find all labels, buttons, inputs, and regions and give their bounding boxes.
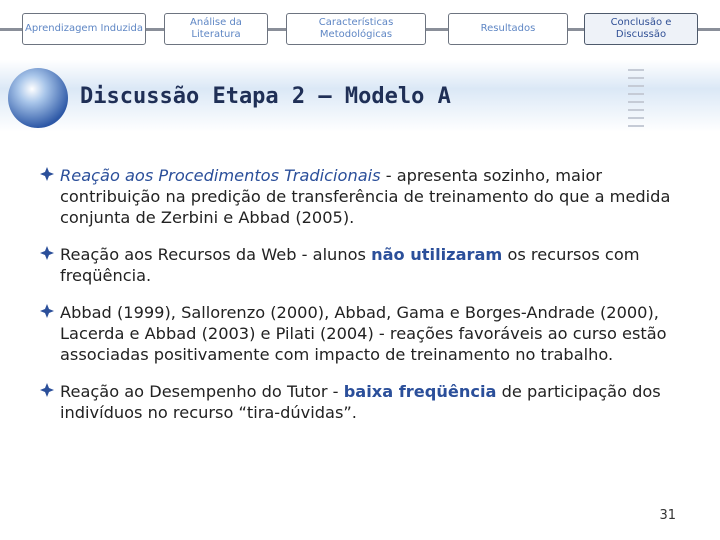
diamond-bullet-icon bbox=[40, 383, 54, 397]
slide-content bbox=[40, 165, 700, 439]
bullet-item bbox=[40, 165, 700, 228]
bullet-text: os recursos com freqüência. bbox=[60, 245, 640, 285]
tab-conclusao-discussao[interactable]: Conclusão e Discussão bbox=[584, 13, 698, 45]
bullet-text: Abbad (1999), Sallorenzo (2000), Abbad, Gama e Borges-Andrade (2000), Lacerda e Abbad (2003) e Pilati (2004) - reações favoráveis ao curso estão associadas positivamente com impacto de treinamento no trabalho. bbox=[60, 303, 667, 364]
bullet-text: - apresenta sozinho, maior contribuição na predição de transferência de treinamento do que a medida conjunta de Zerbini e Abbad (2005). bbox=[60, 166, 671, 227]
bullet-text: Reação aos Recursos da Web - alunos bbox=[60, 245, 372, 264]
bullet-item bbox=[40, 381, 700, 423]
bullet-text: de participação dos indivíduos no recurso “tira-dúvidas”. bbox=[60, 382, 661, 422]
bullet-item bbox=[40, 244, 700, 286]
diamond-bullet-icon bbox=[40, 246, 54, 260]
tab-aprendizagem-induzida[interactable]: Aprendizagem Induzida bbox=[22, 13, 146, 45]
slide-title: Discussão Etapa 2 – Modelo A bbox=[80, 84, 451, 109]
bullet-highlight: não utilizaram bbox=[371, 245, 503, 264]
bullet-text: Reação ao Desempenho do Tutor - bbox=[60, 382, 344, 401]
tab-analise-literatura[interactable]: Análise da Literatura bbox=[164, 13, 268, 45]
sphere-icon bbox=[8, 68, 68, 128]
bullet-lead-text: Reação aos Procedimentos Tradicionais bbox=[60, 166, 381, 185]
bullet-highlight: baixa freqüência bbox=[343, 382, 497, 401]
section-navigation bbox=[0, 0, 720, 52]
diamond-bullet-icon bbox=[40, 304, 54, 318]
tab-resultados[interactable]: Resultados bbox=[448, 13, 568, 45]
diamond-bullet-icon bbox=[40, 167, 54, 181]
page-number: 31 bbox=[659, 508, 676, 523]
tab-caracteristicas-metodologicas[interactable]: Características Metodológicas bbox=[286, 13, 426, 45]
bullet-item bbox=[40, 302, 700, 365]
